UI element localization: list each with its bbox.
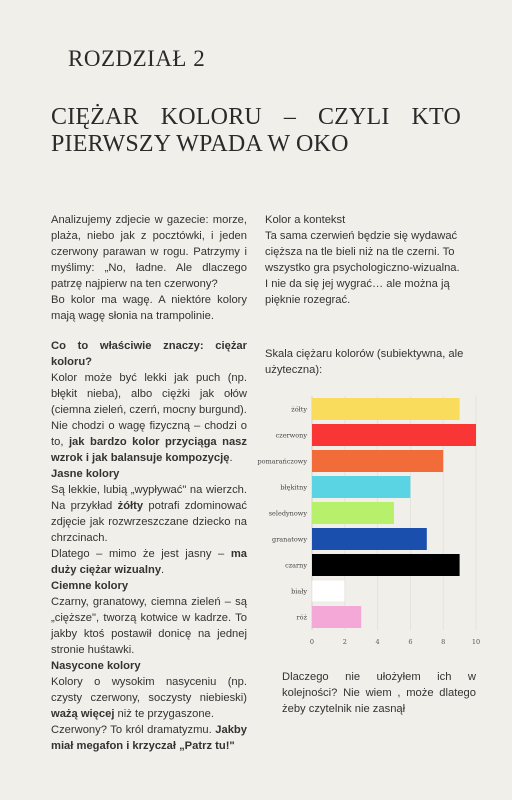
bar-seledynowy (312, 502, 394, 524)
category-label: błękitny (280, 483, 307, 492)
category-label: pomarańczowy (257, 457, 307, 466)
bar-granatowy (312, 528, 427, 550)
bar-czerwony (312, 424, 476, 446)
category-label: róż (296, 613, 307, 622)
category-label: czerwony (275, 431, 307, 440)
saturated-colors-heading: Nasycone kolory (51, 660, 141, 672)
saturated-colors-text-2: Czerwony? To król dramatyzmu. Jakby miał megafon i krzyczał „Patrz tu!" (51, 724, 247, 752)
x-tick-label: 2 (342, 638, 347, 646)
light-colors-text-2: Dlatego – mimo że jest jasny – ma duży ciężar wizualny. (51, 548, 247, 576)
context-heading: Kolor a kontekst (265, 214, 346, 226)
question-text: Kolor może być lekki jak puch (np. błękit nieba), albo ciężki jak ołów (ciemna zieleń, czerń, mocny burgund). (51, 372, 247, 416)
saturated-colors-text: Kolory o wysokim nasyceniu (np. czysty czerwony, soczysty niebieski) ważą więcej niż te przygaszone. (51, 676, 247, 720)
light-colors-heading: Jasne kolory (51, 468, 120, 480)
x-tick-label: 10 (471, 638, 481, 646)
x-tick-label: 0 (309, 638, 315, 646)
bar-biały (312, 580, 345, 602)
x-tick-label: 8 (441, 638, 446, 646)
category-label: żółty (291, 405, 307, 414)
bottom-note: Dlaczego nie ułożyłem ich w kolejności? Nie wiem , może dlatego żeby czytelnik nie zasnął (282, 671, 476, 715)
bar-róż (312, 606, 361, 628)
category-label: granatowy (272, 535, 307, 544)
context-text: Ta sama czerwień będzie się wydawać cięższa na tle bieli niż na tle czerni. To wszystko gra psychologiczno-wizualna. I nie da się jej wygrać… ale można ją pięknie rozegrać. (265, 230, 460, 306)
chapter-heading: ROZDZIAŁ 2 (68, 46, 206, 71)
x-tick-label: 6 (408, 638, 413, 646)
bar-błękitny (312, 476, 410, 498)
color-weight-chart (255, 392, 495, 648)
bar-czarny (312, 554, 460, 576)
question-heading: Co to właściwie znaczy: ciężar koloru? (51, 340, 247, 368)
left-column (51, 212, 247, 754)
x-tick-label: 4 (375, 638, 380, 646)
bar-pomarańczowy (312, 450, 443, 472)
category-label: seledynowy (268, 509, 307, 518)
weight-text: Nie chodzi o wagę fizyczną – chodzi o to, jak bardzo kolor przyciąga nasz wzrok i jak balansuje kompozycję. (51, 420, 247, 464)
right-column (265, 212, 463, 308)
light-colors-text: Są lekkie, lubią „wypływać" na wierzch. Na przykład żółty potrafi zdominować zdjęcie jak rozwrzeszczane dziecko na chrzcinach. (51, 484, 247, 544)
bar-żółty (312, 398, 460, 420)
chart-caption: Skala ciężaru kolorów (subiektywna, ale użyteczna): (265, 348, 464, 376)
intro-paragraph: Analizujemy zdjecie w gazecie: morze, plaża, niebo jak z pocztówki, i jeden czerwony parawan w rogu. Patrzymy i myślimy: „No, ładne. Ale dlaczego patrzę najpierw na ten czerwony? (51, 214, 247, 290)
chapter-title: CIĘŻAR KOLORU – CZYLI KTO PIERWSZY WPADA W OKO (51, 104, 461, 157)
intro-paragraph-2: Bo kolor ma wagę. A niektóre kolory mają wagę słonia na trampolinie. (51, 294, 247, 322)
category-label: czarny (285, 561, 307, 570)
dark-colors-heading: Ciemne kolory (51, 580, 129, 592)
category-label: biały (291, 587, 307, 596)
dark-colors-text: Czarny, granatowy, ciemna zieleń – są „cięższe", tworzą kotwice w kadrze. To jakby ktoś postawił donicę na jednej stronie huśtawki. (51, 596, 247, 656)
